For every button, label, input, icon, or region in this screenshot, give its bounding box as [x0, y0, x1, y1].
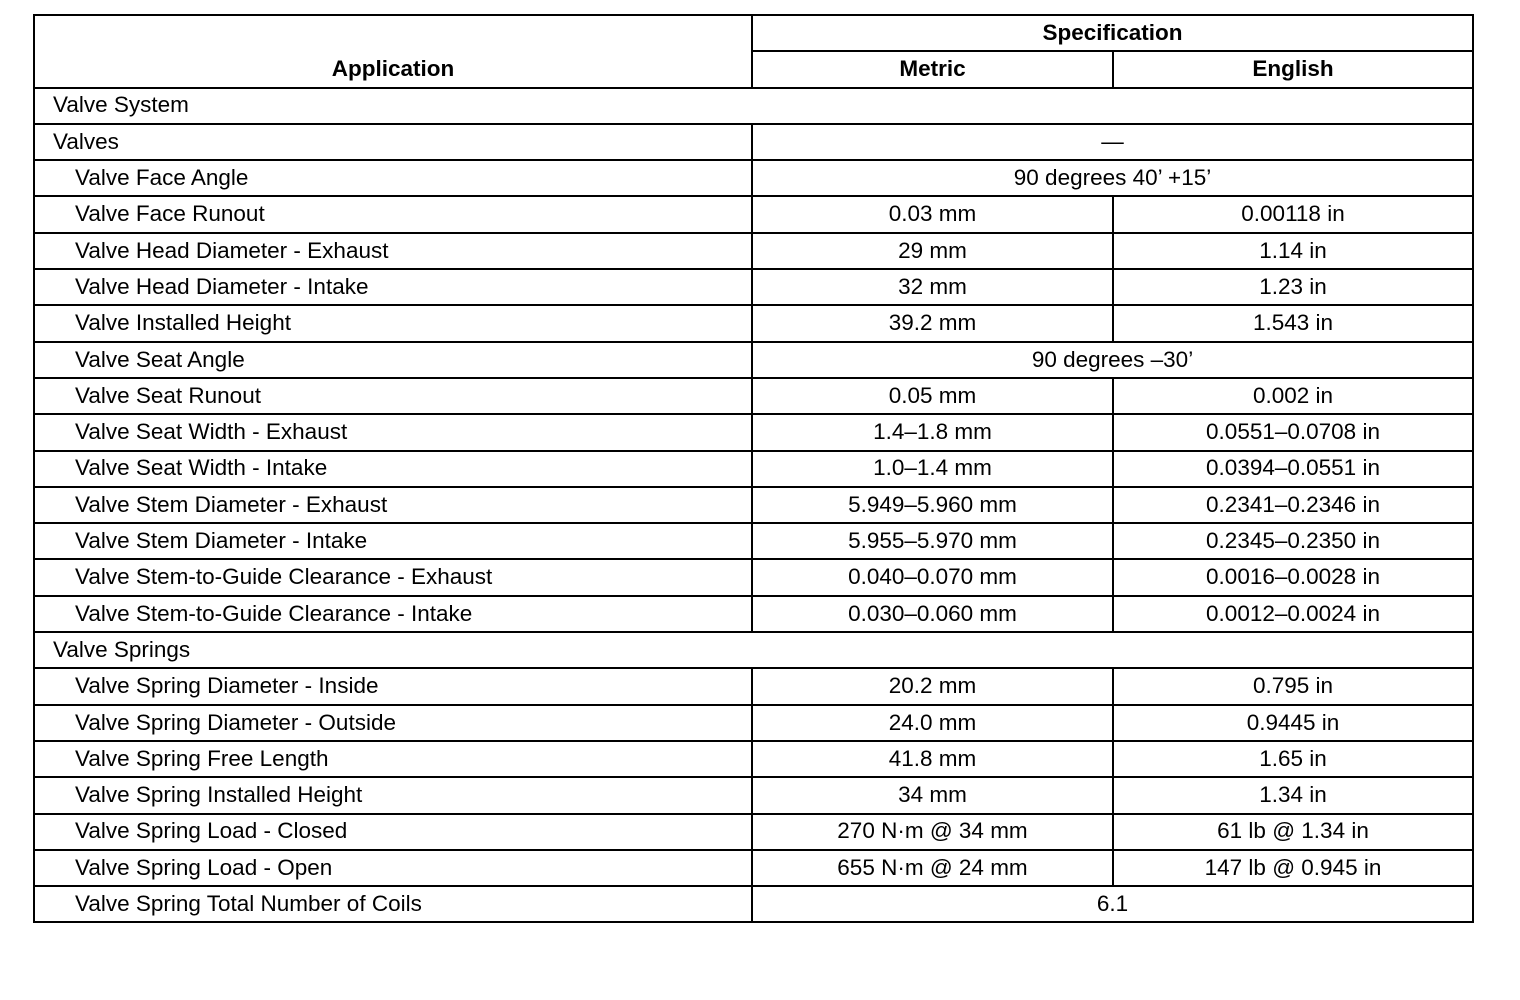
table-row: [34, 342, 1473, 378]
specification-value: 90 degrees –30’: [752, 342, 1473, 378]
valve-specification-table: [33, 14, 1474, 923]
metric-value: 29 mm: [752, 233, 1113, 269]
application-cell: Valve Seat Width - Exhaust: [34, 414, 752, 450]
english-value: 1.23 in: [1113, 269, 1473, 305]
metric-value: 1.0–1.4 mm: [752, 451, 1113, 487]
english-value: 0.9445 in: [1113, 705, 1473, 741]
metric-value: 0.040–0.070 mm: [752, 559, 1113, 595]
english-value: 1.34 in: [1113, 777, 1473, 813]
table-row: [34, 269, 1473, 305]
section-row: [34, 88, 1473, 124]
table-row: [34, 668, 1473, 704]
metric-value: 0.05 mm: [752, 378, 1113, 414]
metric-value: 41.8 mm: [752, 741, 1113, 777]
application-cell: Valve Stem-to-Guide Clearance - Intake: [34, 596, 752, 632]
application-cell: Valve Spring Total Number of Coils: [34, 886, 752, 922]
application-column-header: Application: [34, 15, 752, 88]
section-row: [34, 124, 1473, 160]
english-value: 0.0394–0.0551 in: [1113, 451, 1473, 487]
english-value: 0.2345–0.2350 in: [1113, 523, 1473, 559]
table-row: [34, 886, 1473, 922]
application-cell: Valve Spring Diameter - Inside: [34, 668, 752, 704]
table-row: [34, 814, 1473, 850]
table-body: [34, 88, 1473, 923]
header-row-top: [34, 15, 1473, 51]
table-row: [34, 378, 1473, 414]
application-cell: Valve Spring Load - Open: [34, 850, 752, 886]
application-cell: Valve Stem-to-Guide Clearance - Exhaust: [34, 559, 752, 595]
table-row: [34, 305, 1473, 341]
metric-value: 5.955–5.970 mm: [752, 523, 1113, 559]
specification-value: 6.1: [752, 886, 1473, 922]
table-row: [34, 850, 1473, 886]
english-value: 0.2341–0.2346 in: [1113, 487, 1473, 523]
specification-value: —: [752, 124, 1473, 160]
metric-value: 1.4–1.8 mm: [752, 414, 1113, 450]
application-cell: Valve Stem Diameter - Intake: [34, 523, 752, 559]
metric-value: 20.2 mm: [752, 668, 1113, 704]
table-row: [34, 487, 1473, 523]
table-row: [34, 705, 1473, 741]
specification-column-header: Specification: [752, 15, 1473, 51]
english-column-header: English: [1113, 51, 1473, 87]
metric-column-header: Metric: [752, 51, 1113, 87]
metric-value: 655 N·m @ 24 mm: [752, 850, 1113, 886]
metric-value: 270 N·m @ 34 mm: [752, 814, 1113, 850]
section-row: [34, 632, 1473, 668]
metric-value: 0.030–0.060 mm: [752, 596, 1113, 632]
table-row: [34, 451, 1473, 487]
table-row: [34, 559, 1473, 595]
table-row: [34, 196, 1473, 232]
english-value: 0.795 in: [1113, 668, 1473, 704]
section-heading: Valve System: [34, 88, 1473, 124]
application-cell: Valve Face Runout: [34, 196, 752, 232]
application-cell: Valve Spring Diameter - Outside: [34, 705, 752, 741]
section-heading: Valves: [34, 124, 752, 160]
metric-value: 32 mm: [752, 269, 1113, 305]
application-cell: Valve Seat Runout: [34, 378, 752, 414]
application-cell: Valve Spring Load - Closed: [34, 814, 752, 850]
application-cell: Valve Stem Diameter - Exhaust: [34, 487, 752, 523]
english-value: 0.002 in: [1113, 378, 1473, 414]
table-row: [34, 741, 1473, 777]
application-cell: Valve Face Angle: [34, 160, 752, 196]
english-value: 0.0016–0.0028 in: [1113, 559, 1473, 595]
metric-value: 39.2 mm: [752, 305, 1113, 341]
table-row: [34, 233, 1473, 269]
table-row: [34, 596, 1473, 632]
english-value: 1.543 in: [1113, 305, 1473, 341]
application-cell: Valve Seat Width - Intake: [34, 451, 752, 487]
english-value: 0.0012–0.0024 in: [1113, 596, 1473, 632]
metric-value: 0.03 mm: [752, 196, 1113, 232]
specification-value: 90 degrees 40’ +15’: [752, 160, 1473, 196]
table-header: [34, 15, 1473, 88]
english-value: 147 lb @ 0.945 in: [1113, 850, 1473, 886]
english-value: 1.65 in: [1113, 741, 1473, 777]
table-row: [34, 777, 1473, 813]
table-row: [34, 523, 1473, 559]
english-value: 0.0551–0.0708 in: [1113, 414, 1473, 450]
metric-value: 24.0 mm: [752, 705, 1113, 741]
application-cell: Valve Spring Installed Height: [34, 777, 752, 813]
table-row: [34, 414, 1473, 450]
metric-value: 34 mm: [752, 777, 1113, 813]
english-value: 0.00118 in: [1113, 196, 1473, 232]
section-heading: Valve Springs: [34, 632, 1473, 668]
application-cell: Valve Seat Angle: [34, 342, 752, 378]
application-cell: Valve Head Diameter - Intake: [34, 269, 752, 305]
application-cell: Valve Spring Free Length: [34, 741, 752, 777]
application-cell: Valve Installed Height: [34, 305, 752, 341]
english-value: 61 lb @ 1.34 in: [1113, 814, 1473, 850]
table-row: [34, 160, 1473, 196]
english-value: 1.14 in: [1113, 233, 1473, 269]
application-cell: Valve Head Diameter - Exhaust: [34, 233, 752, 269]
metric-value: 5.949–5.960 mm: [752, 487, 1113, 523]
